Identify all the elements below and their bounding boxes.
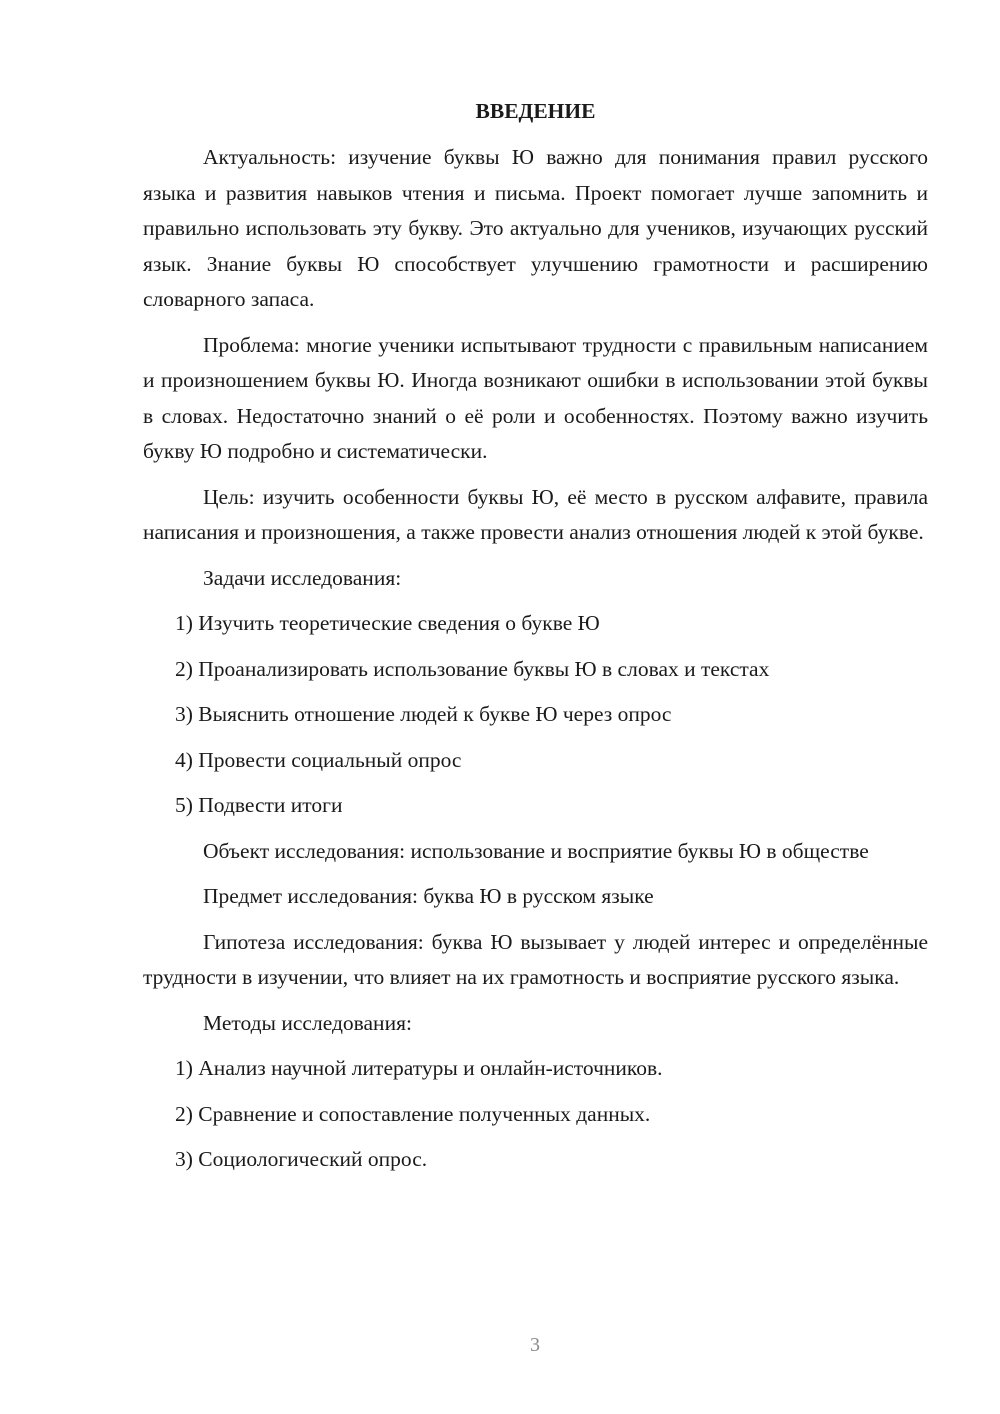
document-page (143, 96, 928, 1188)
list-item: 4) Провести социальный опрос (175, 747, 462, 772)
list-item: 2) Сравнение и сопоставление полученных данных. (175, 1101, 651, 1126)
list-item: 3) Социологический опрос. (175, 1147, 428, 1171)
relevance-paragraph: Актуальность: изучение буквы Ю важно для понимания правил русского языка и развития навыков чтения и письма. Проект помогает лучше запомнить и правильно использовать эту букву. Это актуально для учеников, изучающих русский язык. Знание буквы Ю способствует улучшению грамотности и расширению словарного запаса. (143, 145, 928, 311)
section-title: ВВЕДЕНИЕ (475, 99, 596, 123)
problem-paragraph: Проблема: многие ученики испытывают трудности с правильным написанием и произношением буквы Ю. Иногда возникают ошибки в использовании этой буквы в словах. Недостаточно знаний о её роли и особенностях. Поэтому важно изучить букву Ю подробно и систематически. (143, 332, 928, 463)
list-item: 1) Анализ научной литературы и онлайн-источников. (175, 1056, 663, 1080)
methods-heading: Методы исследования: (203, 1010, 412, 1035)
page-number: 3 (530, 1334, 540, 1356)
subject-paragraph: Предмет исследования: буква Ю в русском языке (203, 884, 654, 908)
list-item: 1) Изучить теоретические сведения о букве Ю (175, 611, 600, 635)
list-item: 3) Выяснить отношение людей к букве Ю через опрос (175, 702, 672, 726)
tasks-list (143, 606, 928, 824)
list-item: 2) Проанализировать использование буквы Ю в словах и текстах (175, 656, 770, 681)
methods-list (143, 1051, 928, 1178)
list-item: 5) Подвести итоги (175, 793, 343, 817)
hypothesis-paragraph: Гипотеза исследования: буква Ю вызывает у людей интерес и определённые трудности в изучении, что влияет на их грамотность и восприятие русского языка. (143, 929, 928, 989)
object-paragraph: Объект исследования: использование и восприятие буквы Ю в обществе (203, 838, 869, 863)
tasks-heading: Задачи исследования: (203, 565, 402, 590)
goal-paragraph: Цель: изучить особенности буквы Ю, её место в русском алфавите, правила написания и произношения, а также провести анализ отношения людей к этой букве. (143, 484, 928, 544)
